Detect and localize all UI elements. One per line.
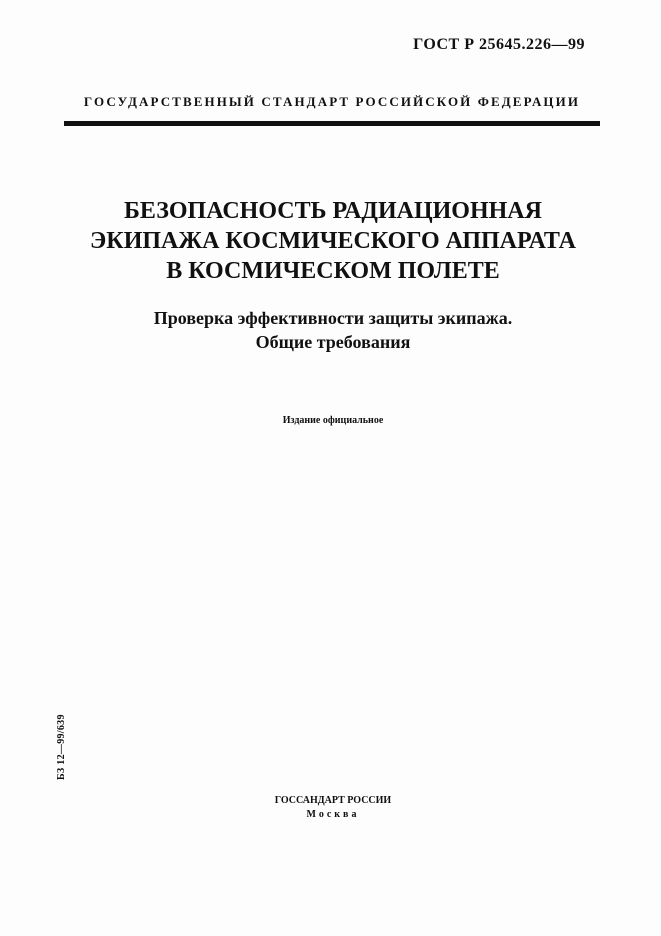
subtitle	[60, 306, 606, 354]
side-code: БЗ 12—99/639	[56, 714, 67, 780]
subtitle-line: Проверка эффективности защиты экипажа.	[153, 308, 513, 328]
heading-rule	[64, 121, 600, 126]
main-title-line: В КОСМИЧЕСКОМ ПОЛЕТЕ	[166, 258, 500, 284]
main-title-line: БЕЗОПАСНОСТЬ РАДИАЦИОННАЯ	[124, 198, 542, 224]
edition-label: Издание официальное	[282, 415, 384, 426]
subtitle-line: Общие требования	[255, 332, 411, 352]
publisher-block	[60, 794, 606, 822]
standard-heading: ГОСУДАРСТВЕННЫЙ СТАНДАРТ РОССИЙСКОЙ ФЕДЕРАЦИИ	[83, 94, 581, 109]
gost-number: ГОСТ Р 25645.226—99	[413, 36, 585, 53]
main-title-line: ЭКИПАЖА КОСМИЧЕСКОГО АППАРАТА	[90, 228, 576, 254]
publisher-name: ГОССАНДАРТ РОССИИ	[274, 795, 392, 806]
publisher-city: Москва	[306, 809, 360, 820]
main-title	[60, 196, 606, 286]
